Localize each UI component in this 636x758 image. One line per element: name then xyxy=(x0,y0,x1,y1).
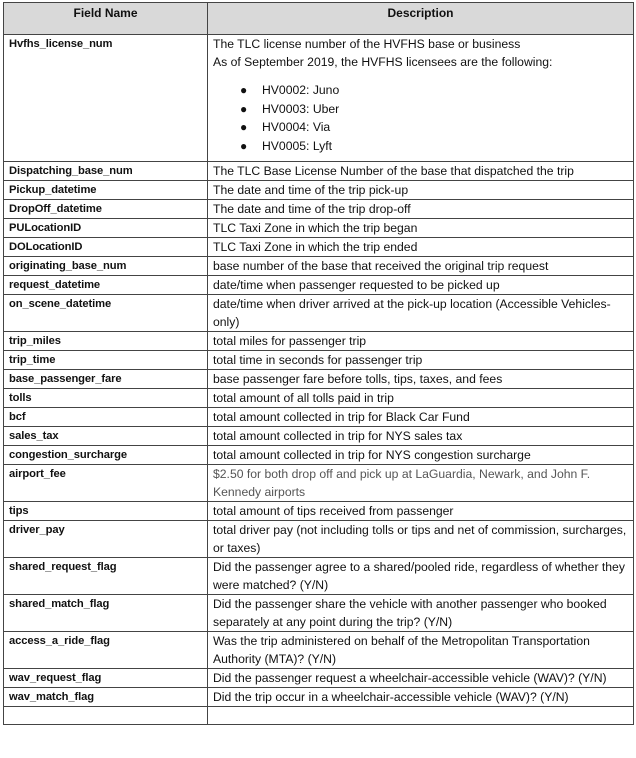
list-item xyxy=(213,118,629,137)
field-name-cell: base_passenger_fare xyxy=(4,370,208,389)
description-cell: The date and time of the trip pick-up xyxy=(208,181,634,200)
description-cell: Was the trip administered on behalf of the Metropolitan Transportation Authority (MTA)? (Y/N) xyxy=(208,632,634,669)
field-name-header: Field Name xyxy=(4,3,208,35)
empty-row xyxy=(4,707,634,725)
table-row xyxy=(4,595,634,632)
bullet-icon: ● xyxy=(240,138,248,153)
bullet-icon: ● xyxy=(240,120,248,134)
table-row xyxy=(4,200,634,219)
table-row xyxy=(4,219,634,238)
field-name-cell: shared_match_flag xyxy=(4,595,208,632)
description-cell: total driver pay (not including tolls or tips and net of commission, surcharges, or taxes) xyxy=(208,521,634,558)
data-dictionary-table xyxy=(3,2,634,725)
table-row xyxy=(4,446,634,465)
field-name-cell: trip_time xyxy=(4,351,208,370)
table-row xyxy=(4,688,634,707)
description-cell: The date and time of the trip drop-off xyxy=(208,200,634,219)
description-line: As of September 2019, the HVFHS licensees are the following: xyxy=(213,55,553,69)
field-name-cell: sales_tax xyxy=(4,427,208,446)
field-name-cell: wav_match_flag xyxy=(4,688,208,707)
empty-cell xyxy=(208,707,634,725)
description-cell: date/time when driver arrived at the pick-up location (Accessible Vehicles-only) xyxy=(208,295,634,332)
field-name-cell: DropOff_datetime xyxy=(4,200,208,219)
table-row xyxy=(4,35,634,162)
description-cell: base number of the base that received the original trip request xyxy=(208,257,634,276)
description-cell: TLC Taxi Zone in which the trip began xyxy=(208,219,634,238)
table-row xyxy=(4,351,634,370)
description-cell: date/time when passenger requested to be picked up xyxy=(208,276,634,295)
list-item xyxy=(213,137,629,156)
empty-cell xyxy=(4,707,208,725)
licensee-label: HV0002: Juno xyxy=(262,83,340,97)
description-line: The TLC license number of the HVFHS base or business xyxy=(213,37,521,51)
table-row xyxy=(4,465,634,502)
description-header: Description xyxy=(208,3,634,35)
description-cell: total miles for passenger trip xyxy=(208,332,634,351)
description-cell: The TLC Base License Number of the base that dispatched the trip xyxy=(208,162,634,181)
field-name-cell: shared_request_flag xyxy=(4,558,208,595)
table-row xyxy=(4,238,634,257)
field-name-cell: trip_miles xyxy=(4,332,208,351)
field-name-cell: Hvfhs_license_num xyxy=(4,35,208,162)
table-row xyxy=(4,502,634,521)
description-cell: TLC Taxi Zone in which the trip ended xyxy=(208,238,634,257)
table-row xyxy=(4,181,634,200)
description-cell: total amount collected in trip for NYS sales tax xyxy=(208,427,634,446)
field-name-cell: wav_request_flag xyxy=(4,669,208,688)
field-name-cell: Pickup_datetime xyxy=(4,181,208,200)
table-row xyxy=(4,257,634,276)
description-cell: Did the passenger request a wheelchair-accessible vehicle (WAV)? (Y/N) xyxy=(208,669,634,688)
description-cell: Did the passenger agree to a shared/pooled ride, regardless of whether they were matched? (Y/N) xyxy=(208,558,634,595)
description-cell: total amount collected in trip for Black Car Fund xyxy=(208,408,634,427)
field-name-cell: PULocationID xyxy=(4,219,208,238)
table-row xyxy=(4,162,634,181)
description-cell: base passenger fare before tolls, tips, taxes, and fees xyxy=(208,370,634,389)
licensee-label: HV0005: Lyft xyxy=(262,138,333,153)
field-name-cell: airport_fee xyxy=(4,465,208,502)
description-cell: total amount of all tolls paid in trip xyxy=(208,389,634,408)
description-cell: total amount of tips received from passenger xyxy=(208,502,634,521)
table-row xyxy=(4,558,634,595)
table-row xyxy=(4,332,634,351)
field-name-cell: tips xyxy=(4,502,208,521)
field-name-cell: DOLocationID xyxy=(4,238,208,257)
description-cell xyxy=(208,35,634,162)
table-row xyxy=(4,389,634,408)
list-item xyxy=(213,81,629,100)
field-name-cell: tolls xyxy=(4,389,208,408)
licensee-label: HV0003: Uber xyxy=(262,101,340,116)
bullet-icon: ● xyxy=(240,101,248,116)
field-name-cell: Dispatching_base_num xyxy=(4,162,208,181)
field-name-cell: originating_base_num xyxy=(4,257,208,276)
description-cell: total time in seconds for passenger trip xyxy=(208,351,634,370)
field-name-cell: on_scene_datetime xyxy=(4,295,208,332)
description-cell: Did the passenger share the vehicle with another passenger who booked separately at any point during the trip? (Y/N) xyxy=(208,595,634,632)
list-item xyxy=(213,100,629,119)
table-row xyxy=(4,295,634,332)
description-cell: $2.50 for both drop off and pick up at LaGuardia, Newark, and John F. Kennedy airports xyxy=(208,465,634,502)
description-cell: total amount collected in trip for NYS congestion surcharge xyxy=(208,446,634,465)
table-header-row xyxy=(4,3,634,35)
table-row xyxy=(4,521,634,558)
table-row xyxy=(4,632,634,669)
field-name-cell: driver_pay xyxy=(4,521,208,558)
field-name-cell: access_a_ride_flag xyxy=(4,632,208,669)
field-name-cell: congestion_surcharge xyxy=(4,446,208,465)
table-row xyxy=(4,370,634,389)
field-name-cell: bcf xyxy=(4,408,208,427)
table-row xyxy=(4,669,634,688)
table-row xyxy=(4,427,634,446)
table-row xyxy=(4,276,634,295)
field-name-cell: request_datetime xyxy=(4,276,208,295)
description-cell: Did the trip occur in a wheelchair-accessible vehicle (WAV)? (Y/N) xyxy=(208,688,634,707)
licensee-list xyxy=(213,81,629,155)
bullet-icon: ● xyxy=(240,83,248,97)
licensee-label: HV0004: Via xyxy=(262,120,331,134)
table-row xyxy=(4,408,634,427)
